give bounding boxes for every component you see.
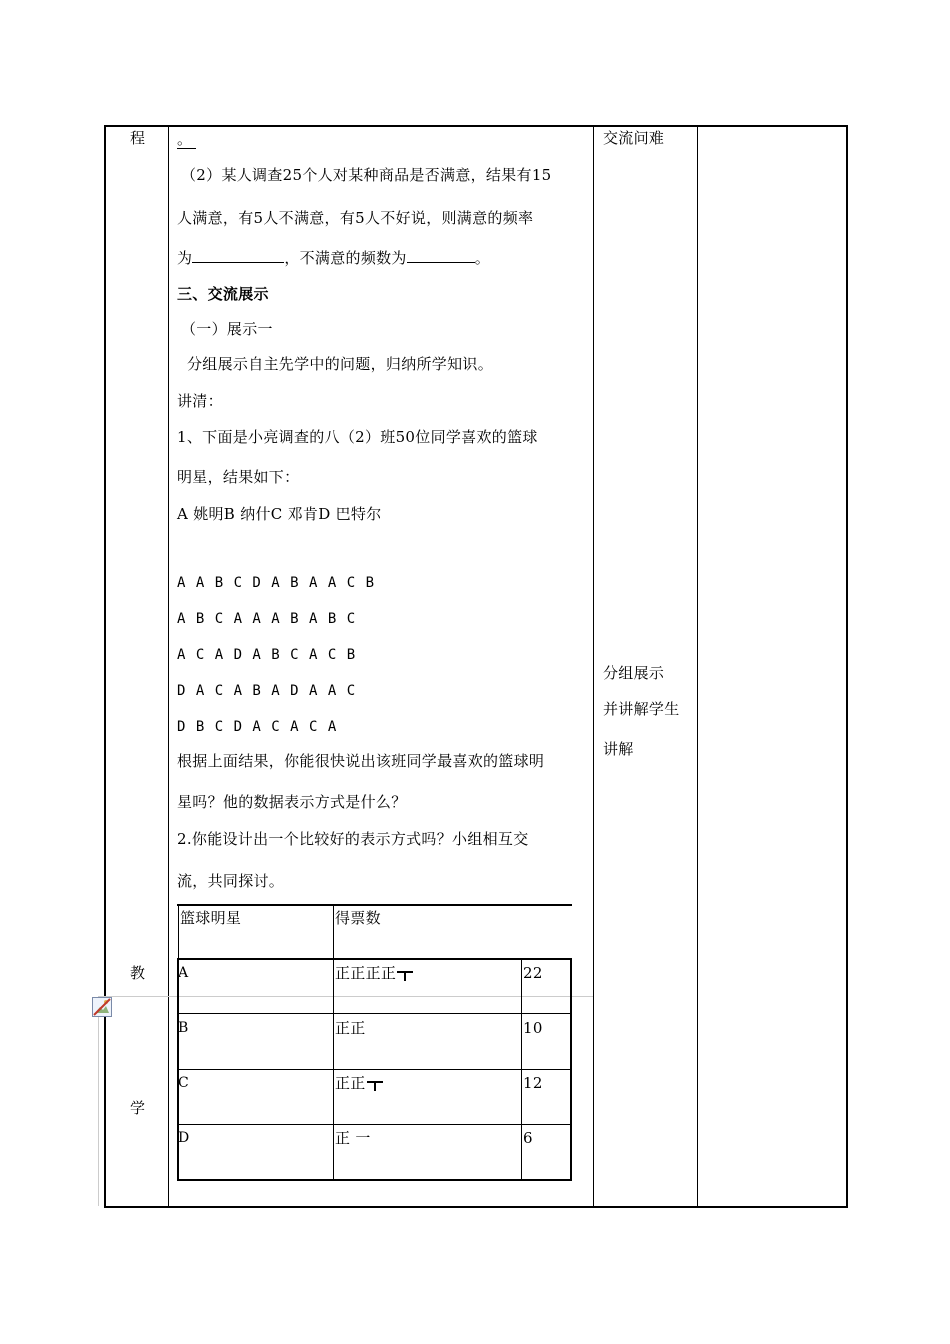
broken-image-icon [92, 997, 112, 1017]
left-label-xue: 学 [130, 1099, 146, 1117]
table-top-border [104, 125, 847, 127]
tally-count-d: 6 [523, 1129, 533, 1147]
tally-marks-a: 正正正正 [335, 964, 414, 982]
tally-marks-d: 正 一 [335, 1129, 371, 1147]
right-note-middle-3: 讲解 [603, 740, 634, 758]
subsection-desc: 分组展示自主先学中的问题，归纳所学知识。 [187, 355, 494, 373]
tally-header-star: 篮球明星 [180, 909, 242, 927]
left-label-jiao: 教 [130, 964, 146, 982]
right-note-middle-2: 并讲解学生 [603, 700, 680, 718]
answer-blank-frequency[interactable] [192, 248, 284, 263]
tally-marks-c: 正正 [335, 1074, 384, 1092]
tally-body-bottom [177, 1179, 572, 1181]
question2-line1: （2）某人调查25个人对某种商品是否满意，结果有15 [181, 166, 552, 184]
tally-star-b: B [178, 1020, 189, 1036]
placeholder-frame-left [98, 996, 99, 1206]
q1-followup-line1: 根据上面结果，你能很快说出该班同学最喜欢的篮球明 [177, 752, 545, 770]
data-row-2: A B C A A A B A B C [177, 611, 357, 627]
table-right-border [846, 125, 848, 1208]
q1-line1: 1、下面是小亮调查的八（2）班50位同学喜欢的篮球 [177, 428, 538, 446]
options-line: A 姚明B 纳什C 邓肯D 巴特尔 [177, 505, 382, 523]
question2-line3: 为 ，不满意的频数为 。 [177, 249, 491, 267]
partial-zheng-icon [366, 1077, 384, 1091]
table-bottom-border [104, 1206, 847, 1208]
tally-count-b: 10 [523, 1019, 543, 1037]
data-row-5: D B C D A C A C A [177, 719, 338, 735]
q1-followup-line2: 星吗？他的数据表示方式是什么？ [177, 793, 407, 811]
tally-header-left [178, 904, 179, 959]
subsection-title: （一）展示一 [181, 320, 273, 338]
tally-count-a: 22 [523, 964, 543, 982]
answer-blank-count[interactable] [407, 248, 475, 263]
right-note-top: 交流问难 [603, 129, 665, 147]
q1-line2: 明星，结果如下： [177, 468, 300, 486]
tally-row-divider-2 [177, 1069, 572, 1070]
partial-zheng-icon [396, 967, 414, 981]
tally-table-top [177, 904, 572, 906]
jiangqing-label: 讲清： [177, 392, 223, 410]
column-divider-1 [168, 125, 169, 1208]
table-left-border [104, 125, 106, 1208]
tally-count-c: 12 [523, 1074, 543, 1092]
tally-body-top [177, 958, 572, 960]
tally-row-divider-3 [177, 1124, 572, 1125]
tally-star-a: A [178, 965, 189, 981]
first-line-period: 。 [177, 130, 196, 148]
section-title: 三、交流展示 [177, 285, 269, 303]
data-row-3: A C A D A B C A C B [177, 647, 357, 663]
q2-line2: 流，共同探讨。 [177, 872, 285, 890]
column-divider-2 [593, 125, 594, 1208]
data-row-4: D A C A B A D A A C [177, 683, 357, 699]
data-row-1: A A B C D A B A A C B [177, 575, 376, 591]
placeholder-frame-top [98, 996, 593, 997]
tally-star-d: D [178, 1130, 190, 1146]
q2-line1: 2.你能设计出一个比较好的表示方式吗？小组相互交 [177, 830, 529, 848]
tally-star-c: C [178, 1075, 190, 1091]
tally-header-votes: 得票数 [335, 909, 381, 927]
right-note-middle-1: 分组展示 [603, 664, 665, 682]
question2-line2: 人满意，有5人不满意，有5人不好说，则满意的频率 [177, 209, 534, 227]
tally-row-divider-1 [177, 1013, 572, 1014]
column-divider-3 [697, 125, 698, 1208]
tally-marks-b: 正正 [335, 1019, 366, 1037]
tally-header-divider [333, 904, 334, 959]
left-label-cheng: 程 [130, 129, 146, 147]
